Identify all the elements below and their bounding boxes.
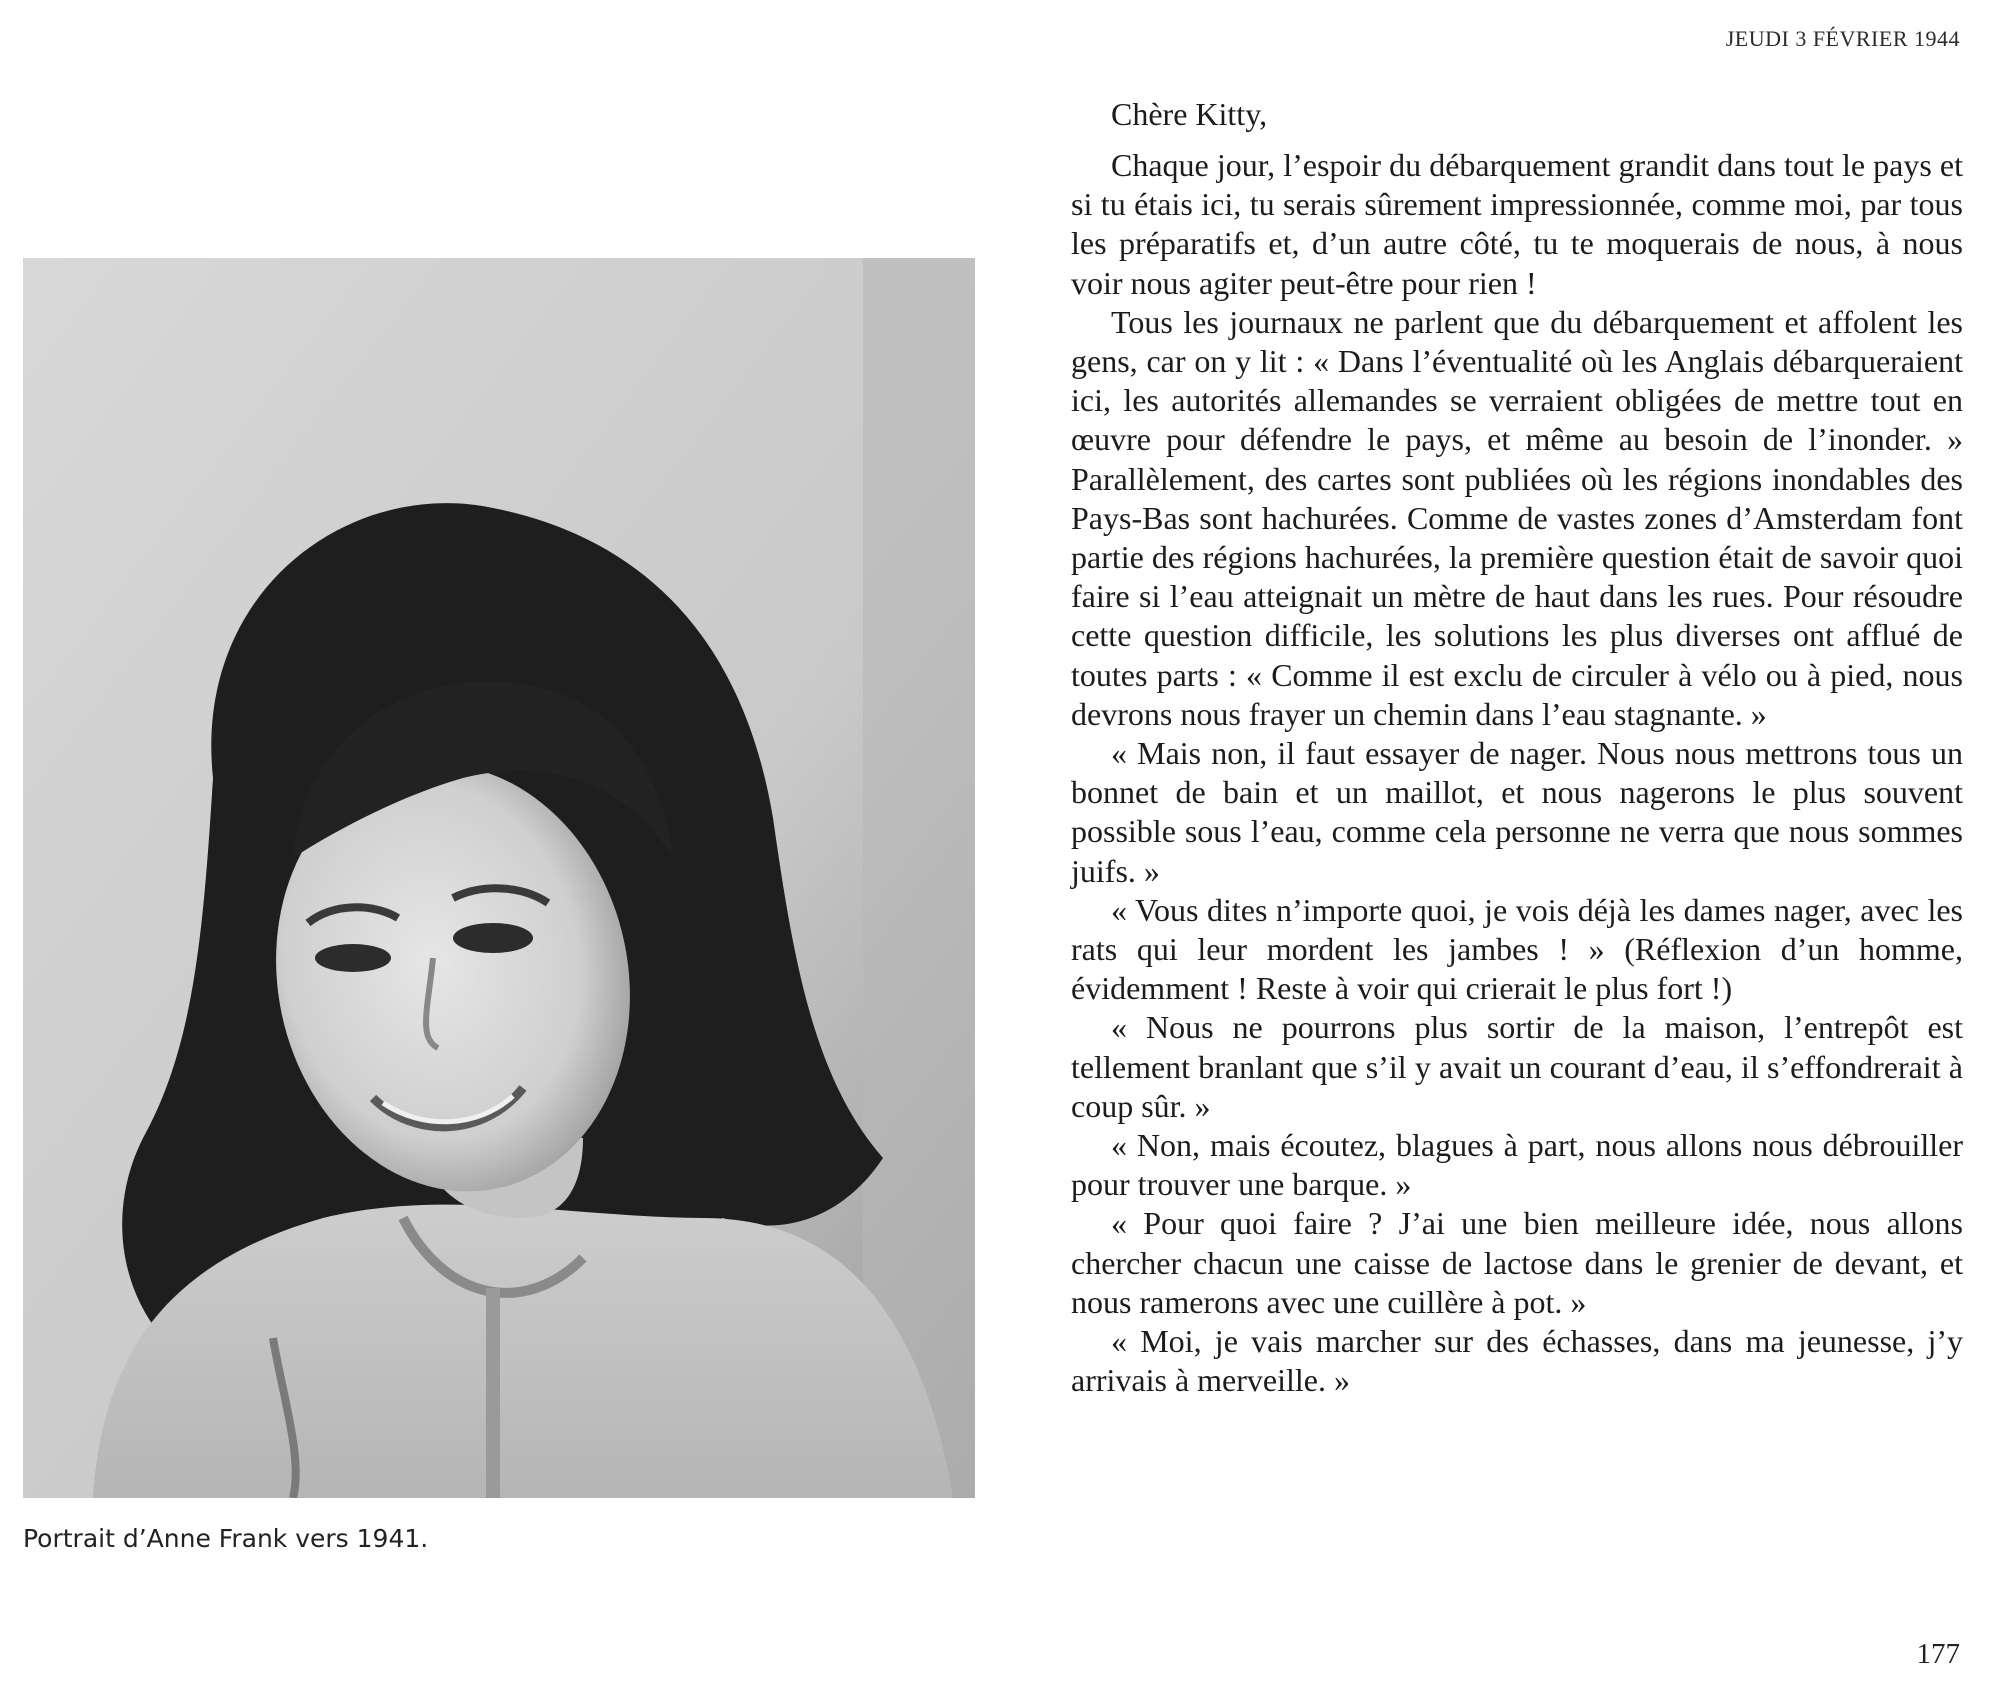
salutation: Chère Kitty, [1111, 96, 1268, 132]
photo-caption: Portrait d’Anne Frank vers 1941. [23, 1524, 429, 1553]
paragraph: Chaque jour, l’espoir du débarquement grandit dans tout le pays et si tu étais ici, tu serais sûrement impressionnée, comme moi, par tous les préparatifs et, d’un autre côté, tu te moquerais de nous, à nous voir nous agiter peut-être pour rien ! [1071, 147, 1963, 301]
running-head: JEUDI 3 FÉVRIER 1944 [1725, 26, 1960, 51]
paragraph: « Nous ne pourrons plus sortir de la maison, l’entrepôt est tellement branlant que s’il y avait un courant d’eau, il s’effondrerait à coup sûr. » [1071, 1009, 1963, 1124]
paragraph: « Vous dites n’importe quoi, je vois déjà les dames nager, avec les rats qui leur mordent les jambes ! » (Réflexion d’un homme, évidemment ! Reste à voir qui crierait le plus fort !) [1071, 891, 1963, 1007]
letter-body [1071, 92, 1963, 1401]
page-number: 177 [1916, 1638, 1960, 1670]
paragraph: « Mais non, il faut essayer de nager. Nous nous mettrons tous un bonnet de bain et un maillot, et nous nagerons le plus souvent possible sous l’eau, comme cela personne ne verra que nous sommes juifs. » [1071, 735, 1963, 889]
paragraph: « Non, mais écoutez, blagues à part, nous allons nous débrouiller pour trouver une barque. » [1071, 1127, 1963, 1203]
portrait-photo [23, 258, 975, 1498]
paragraph: Tous les journaux ne parlent que du débarquement et affolent les gens, car on y lit : « Dans l’éventualité où les Anglais débarqueraient ici, les autorités allemandes se verraient obligées de mettre tout en œuvre pour défendre le pays, et même au besoin de l’inonder. » Parallèlement, des cartes sont publiées où les régions inondables des Pays-Bas sont hachurées. Comme de vastes zones d’Amsterdam font partie des régions hachurées, la première question était de savoir quoi faire si l’eau atteignait un mètre de haut dans les rues. Pour résoudre cette question difficile, les solutions les plus diverses ont afflué de toutes parts : « Comme il est exclu de circuler à vélo ou à pied, nous devrons nous frayer un chemin dans l’eau stagnante. » [1071, 303, 1963, 732]
portrait-photo-drawing [23, 258, 975, 1498]
paragraph: « Pour quoi faire ? J’ai une bien meilleure idée, nous allons chercher chacun une caisse de lactose dans le grenier de devant, et nous ramerons avec une cuillère à pot. » [1071, 1205, 1963, 1320]
paragraph: « Moi, je vais marcher sur des échasses, dans ma jeunesse, j’y arrivais à merveille. » [1071, 1323, 1963, 1399]
